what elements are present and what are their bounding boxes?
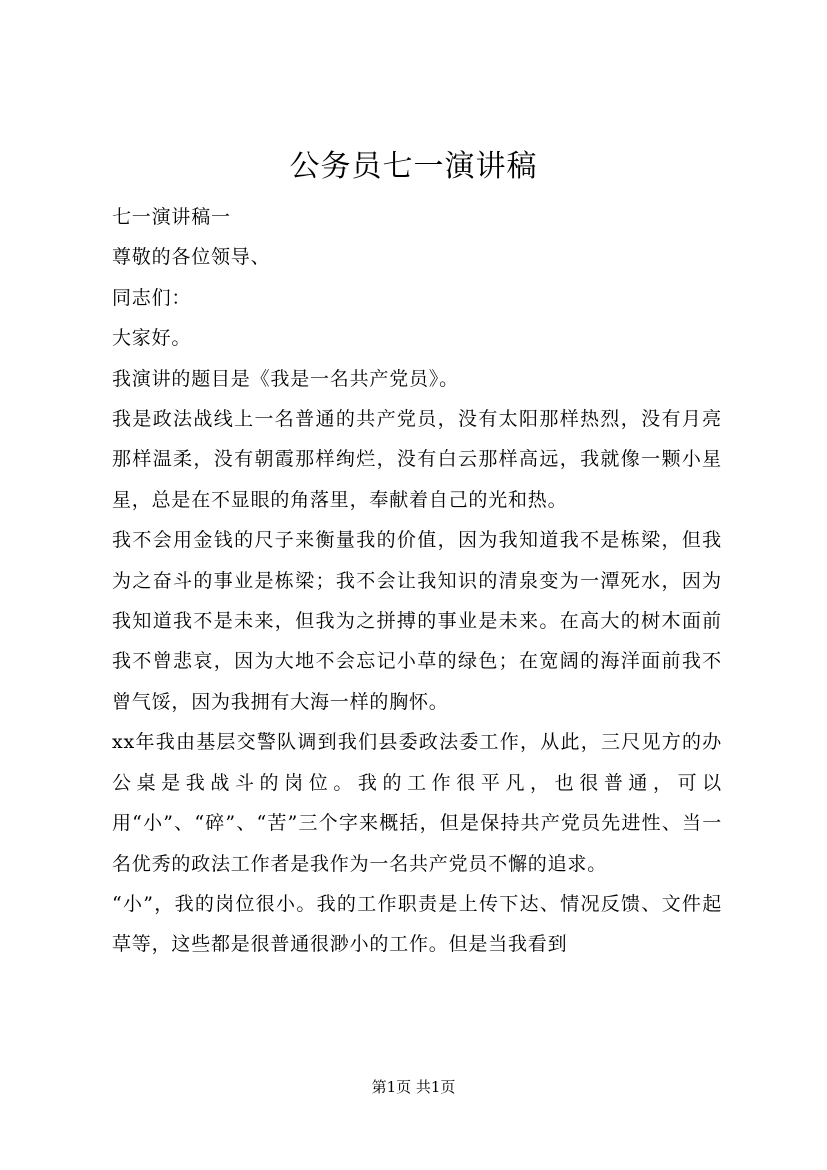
paragraph-body-4: “小”，我的岗位很小。我的工作职责是上传下达、情况反馈、文件起草等，这些都是很普通很渺小的工作。但是当我看到	[112, 892, 722, 956]
page-number-footer: 第1页 共1页	[371, 1078, 456, 1096]
paragraph-greeting: 大家好。	[112, 327, 192, 350]
document-title: 公务员七一演讲稿	[289, 149, 538, 184]
paragraph-body-2: 我不会用金钱的尺子来衡量我的价值，因为我知道我不是栋梁，但我为之奋斗的事业是栋梁；我不会让我知识的清泉变为一潭死水，因为我知道我不是未来，但我为之拼搏的事业是未来。在高大的树木面前我不曾悲哀，因为大地不会忘记小草的绿色；在宽阔的海洋面前我不曾气馁，因为我拥有大海一样的胸怀。	[112, 529, 722, 713]
paragraph-topic: 我演讲的题目是《我是一名共产党员》。	[112, 367, 459, 390]
paragraph-salutation: 尊敬的各位领导、	[112, 246, 271, 269]
paragraph-salutation-2: 同志们：	[112, 286, 192, 309]
document-body	[112, 197, 722, 965]
paragraph-body-3: xx年我由基层交警队调到我们县委政法委工作，从此，三尺见方的办公桌是我战斗的岗位。我的工作很平凡，也很普通，可以用“小”、“碎”、“苦”三个字来概括，但是保持共产党员先进性、当一名优秀的政法工作者是我作为一名共产党员不懈的追求。	[112, 731, 722, 875]
paragraph-subtitle: 七一演讲稿一	[112, 206, 231, 228]
paragraph-body-1: 我是政法战线上一名普通的共产党员，没有太阳那样热烈，没有月亮那样温柔，没有朝霞那样绚烂，没有白云那样高远，我就像一颗小星星，总是在不显眼的角落里，奉献着自己的光和热。	[112, 408, 722, 511]
